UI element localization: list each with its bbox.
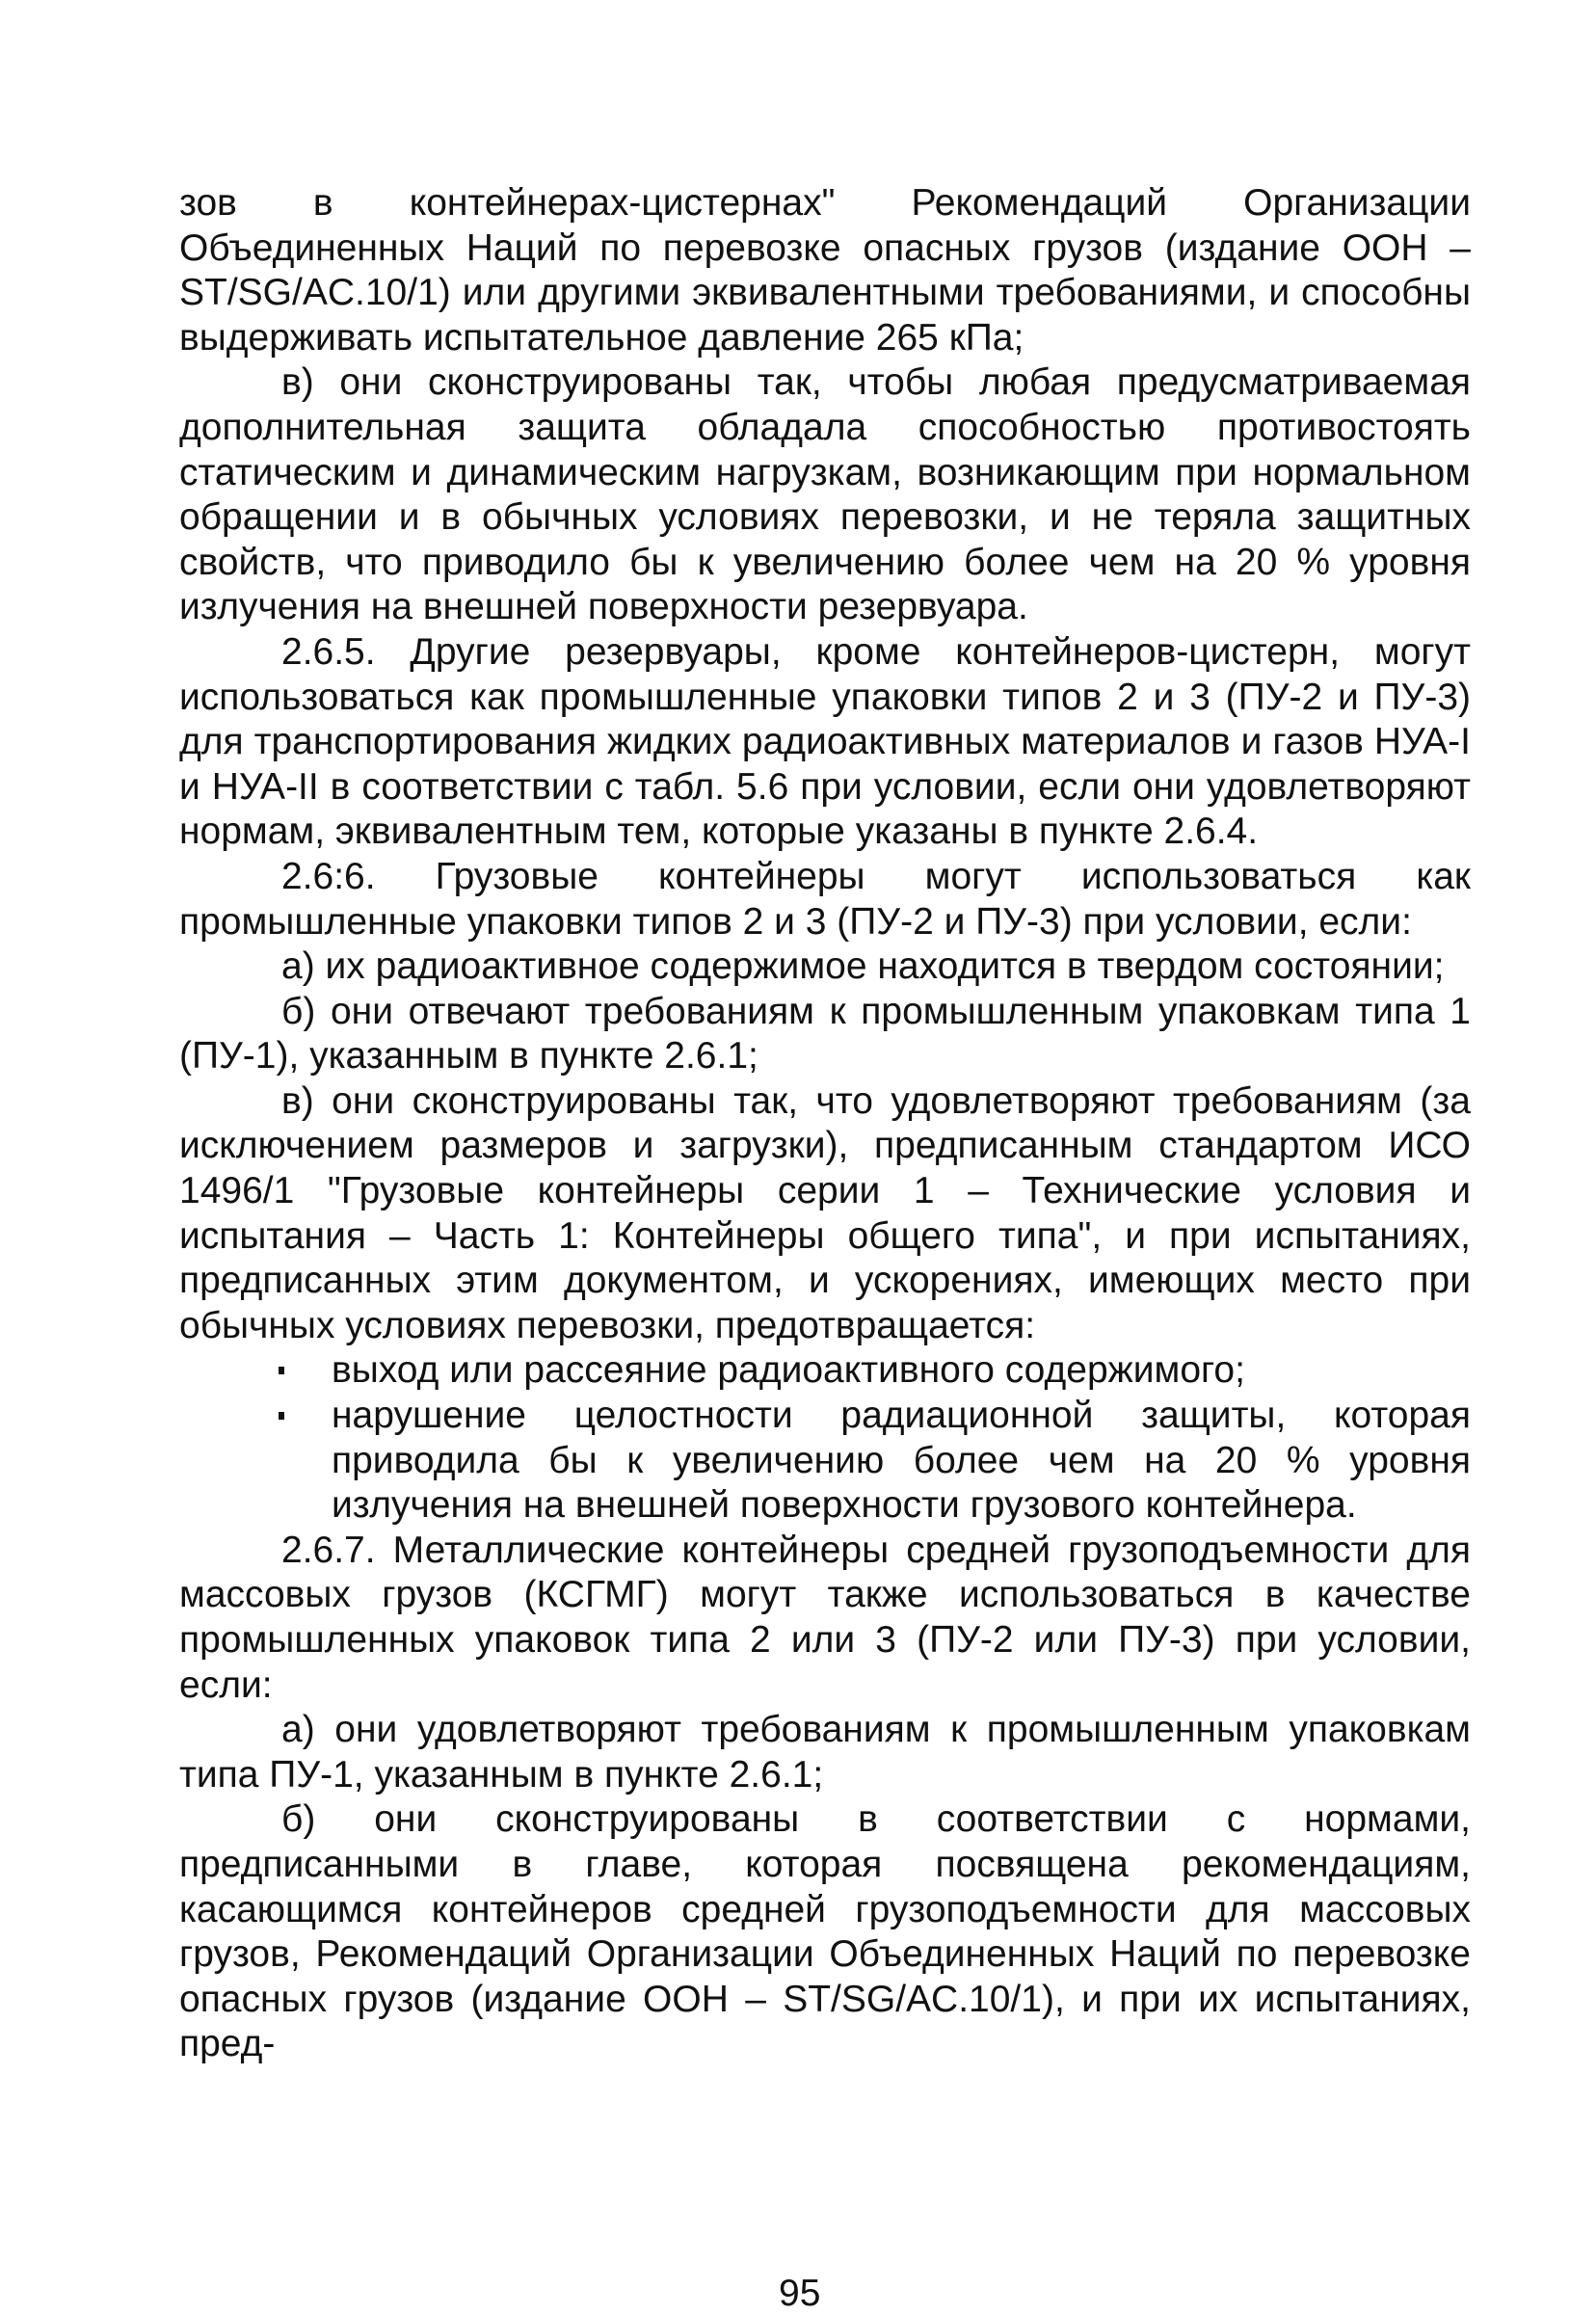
bullet-item <box>332 1394 1471 1529</box>
bullet-item <box>332 1348 1471 1394</box>
paragraph-item-b-2: б) они сконструированы в соответствии с нормами, предписанными в главе, которая посвящена рекомендациям, касающимся контейнеров средней грузоподъемности для массовых грузов, Рекомендаций Организации Объединенных Наций по перевозке опасных грузов (издание ООН – ST/SG/AC.10/1), и при их испытаниях, пред- <box>179 1798 1471 2065</box>
bullet-marker-icon <box>279 1367 284 1374</box>
paragraph-item-v: в) они сконструированы так, чтобы любая предусматриваемая дополнительная защита обладала способностью противостоять статическим и динамическим нагрузкам, возникающим при нормальном обращении и в обычных условиях перевозки, и не теряла защитных свойств, что приводило бы к увеличению более чем на 20 % уровня излучения на внешней поверхности резервуара. <box>179 361 1471 628</box>
page-number: 95 <box>779 2273 821 2314</box>
paragraph-2-6-5: 2.6.5. Другие резервуары, кроме контейнеров-цистерн, могут использоваться как промышленные упаковки типов 2 и 3 (ПУ-2 и ПУ-3) для транспортирования жидких радиоактивных материалов и газов НУА-I и НУА-II в соответствии с табл. 5.6 при условии, если они удовлетворяют нормам, эквивалентным тем, которые указаны в пункте 2.6.4. <box>179 630 1471 853</box>
paragraph-2-6-6: 2.6:6. Грузовые контейнеры могут использоваться как промышленные упаковки типов 2 и 3 (ПУ-2 и ПУ-3) при условии, если: <box>179 855 1471 943</box>
bullet-marker-icon <box>279 1412 284 1420</box>
document-page <box>179 181 1471 2067</box>
bullet-text: выход или рассеяние радиоактивного содержимого; <box>332 1349 1245 1392</box>
paragraph-item-a-2: а) они удовлетворяют требованиям к промышленным упаковкам типа ПУ-1, указанным в пункте 2.6.1; <box>179 1709 1471 1796</box>
bullet-text: нарушение целостности радиационной защиты, которая приводила бы к увеличению более чем на 20 % уровня излучения на внешней поверхности грузового контейнера. <box>332 1395 1471 1527</box>
paragraph-continuation: зов в контейнерах-цистернах" Рекомендаций Организации Объединенных Наций по перевозке опасных грузов (издание ООН – ST/SG/AC.10/1) или другими эквивалентными требованиями, и способны выдерживать испытательное давление 265 кПа; <box>179 182 1471 359</box>
bullet-list <box>179 1348 1471 1528</box>
paragraph-2-6-7: 2.6.7. Металлические контейнеры средней грузоподъемности для массовых грузов (КСГМГ) могут также использоваться в качестве промышленных упаковок типа 2 или 3 (ПУ-2 или ПУ-3) при условии, если: <box>179 1529 1471 1706</box>
paragraph-item-v-2: в) они сконструированы так, что удовлетворяют требованиям (за исключением размеров и загрузки), предписанным стандартом ИСО 1496/1 "Грузовые контейнеры серии 1 – Технические условия и испытания – Часть 1: Контейнеры общего типа", и при испытаниях, предписанных этим документом, и ускорениях, имеющих место при обычных условиях перевозки, предотвращается: <box>179 1079 1471 1346</box>
paragraph-item-a: а) их радиоактивное содержимое находится в твердом состоянии; <box>281 945 1445 988</box>
paragraph-item-b: б) они отвечают требованиям к промышленным упаковкам типа 1 (ПУ-1), указанным в пункте 2.6.1; <box>179 990 1471 1078</box>
